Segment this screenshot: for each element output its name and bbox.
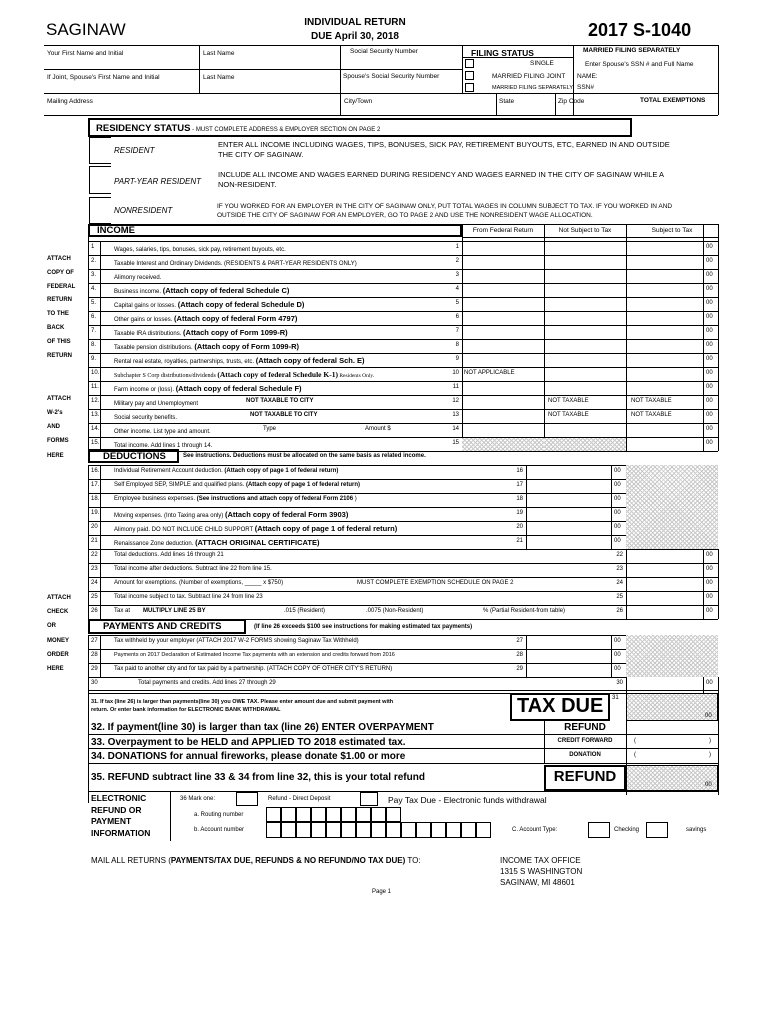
income-line-label: Other gains or losses. (Attach copy of federal Form 4797) [114,314,298,323]
income-line-ref: 7 [455,328,459,334]
resident-rate: .015 (Resident) [284,608,326,614]
routing-digit-box[interactable] [266,807,281,822]
routing-digit-box[interactable] [386,807,401,822]
filing-status-title: FILING STATUS [471,48,534,58]
line-32-text: 32. If payment(line 30) is larger than tax (line 26) ENTER OVERPAYMENT [91,722,434,733]
payment-line-ref: 29 [516,666,523,672]
income-cents: 00 [706,314,713,320]
income-subject-amount[interactable] [626,423,703,437]
income-line-ref: 15 [452,440,459,446]
income-line-ref: 14 [452,426,459,432]
income-line-ref: 11 [452,384,459,390]
income-line-number: 8. [91,342,97,348]
sidebar-label: BACK [47,325,65,331]
payment-amount[interactable] [526,663,611,677]
not-taxable-12b: NOT TAXABLE [631,398,672,404]
deduction-amount[interactable] [526,493,611,507]
income-line-label: Wages, salaries, tips, bonuses, sick pay, retirement buyouts, etc. [114,247,286,253]
income-line-number: 10. [91,370,100,376]
deduction-line-label: Individual Retirement Account deduction. (Attach copy of page 1 of federal return) [114,468,339,474]
col-subject-header: Subject to Tax [651,227,693,234]
deduction-line-ref: 16 [516,468,523,474]
part-year-checkbox[interactable] [89,166,111,194]
part-year-label: PART-YEAR RESIDENT [114,177,201,186]
deduction-total-cents: 00 [706,552,713,558]
deduction-total-amount[interactable] [626,549,703,563]
payments-note: (If line 26 exceeds $100 see instructions for making estimated tax payments) [254,624,473,630]
income-line-label: Capital gains or losses. (Attach copy of federal Schedule D) [114,300,305,309]
income-line-number: 15. [91,440,100,446]
income-subject-amount[interactable] [626,255,703,269]
deduction-line-label: Alimony paid. DO NOT INCLUDE CHILD SUPPORT (Attach copy of page 1 of federal return) [114,524,398,533]
sidebar-label: MONEY [47,638,70,644]
account-digit-box[interactable] [326,822,341,838]
account-type-label: C. Account Type: [512,827,558,833]
deduction-total-amount[interactable] [626,605,703,619]
sidebar-label: W-2's [47,410,63,416]
income-line-number: 4. [91,286,97,292]
income-cents: 00 [706,426,713,432]
sidebar-label: OF THIS [47,339,71,345]
income-line-number: 3. [91,272,97,278]
income-cents: 00 [706,440,713,446]
income-line-ref: 9 [455,356,459,362]
payment-line-ref: 28 [516,652,523,658]
deduction-line-ref: 20 [516,524,523,530]
not-taxable-13a: NOT TAXABLE [548,412,589,418]
deduction-line-ref: 17 [516,482,523,488]
deduction-line-number: 20 [91,524,98,530]
deduction-total-amount[interactable] [626,563,703,577]
income-subject-amount[interactable] [626,283,703,297]
account-digit-box[interactable] [296,822,311,838]
sidebar-label: ATTACH [47,595,71,601]
deduction-line-label: Moving expenses. (Into Taxing area only) (Attach copy of federal Form 3903) [114,510,349,519]
line-30-cents: 00 [706,680,713,686]
deductions-title: DEDUCTIONS [103,451,166,462]
refund-label-35: REFUND [553,768,617,785]
spouse-last-name-field[interactable]: Last Name [203,74,235,81]
income-line-label: Taxable IRA distributions. (Attach copy of Form 1099-R) [114,328,288,337]
income-cents: 00 [706,328,713,334]
income-cents: 00 [706,244,713,250]
income-cents: 00 [706,384,713,390]
payment-line-number: 30 [91,680,98,686]
income-cents: 00 [706,398,713,404]
refund-direct-deposit-checkbox[interactable] [236,792,258,806]
account-digit-box[interactable] [266,822,281,838]
page-number: Page 1 [372,889,392,895]
filing-joint-label: MARRIED FILING JOINT [492,73,566,80]
return-title: INDIVIDUAL RETURN [304,17,406,28]
nonresident-rate: .0075 (Non-Resident) [366,608,424,614]
deduction-line-ref: 21 [516,538,523,544]
payments-title: PAYMENTS AND CREDITS [103,621,222,632]
not-taxable-12a: NOT TAXABLE [548,398,589,404]
sidebar-label: RETURN [47,353,72,359]
line-34-text: 34. DONATIONS for annual fireworks, please donate $1.00 or more [91,751,406,762]
partial-resident-rate: % (Partial Resident-from table) [483,608,566,614]
payment-cents: 00 [614,638,621,644]
spouse-first-name-field[interactable]: If Joint, Spouse's First Name and Initial [47,74,160,81]
income-line-number: 12. [91,398,100,404]
payment-line-label: Payments on 2017 Declaration of Estimated Income Tax payments with an extension and credits forward from 2016 [114,652,395,658]
donation-paren-close: ) [709,752,711,758]
deduction-line-number: 17. [91,482,100,488]
filing-single-checkbox[interactable] [465,59,474,68]
income-line-ref: 12 [452,398,459,404]
residency-title: RESIDENCY STATUS - MUST COMPLETE ADDRESS & EMPLOYER SECTION ON PAGE 2 [96,123,381,134]
income-line-label: Taxable pension distributions. (Attach copy of Form 1099-R) [114,342,299,351]
resident-instruction: ENTER ALL INCOME INCLUDING WAGES, TIPS, BONUSES, SICK PAY, RETIREMENT BUYOUTS, ETC, EARNED IN AND OUTSIDE THE CITY OF SAGINAW. [218,140,670,159]
payment-amount[interactable] [526,649,611,663]
line-35-text: 35. REFUND subtract line 33 & 34 from line 32, this is your total refund [91,772,425,783]
exemption-schedule-note: MUST COMPLETE EXEMPTION SCHEDULE ON PAGE 2 [357,580,514,586]
income-line-label: Business income. (Attach copy of federal Schedule C) [114,286,290,295]
income-line-number: 11. [91,384,99,390]
line-31-number: 31 [612,695,619,701]
account-digit-box[interactable] [461,822,476,838]
city-title: SAGINAW [46,20,126,39]
income-line-number: 6. [91,314,97,320]
routing-number-label: a. Routing number [194,812,244,818]
resident-checkbox[interactable] [89,137,111,164]
col-federal-header: From Federal Return [472,227,534,234]
payment-line-label: Tax withheld by your employer (ATTACH 2017 W-2 FORMS showing Saginaw Tax Withheld) [114,638,359,644]
account-digit-box[interactable] [371,822,386,838]
sidebar-label: AND [47,424,60,430]
deduction-amount[interactable] [526,507,611,521]
routing-digit-box[interactable] [311,807,326,822]
sidebar-label: OR [47,623,56,629]
deduction-total-amount[interactable] [626,577,703,591]
credit-paren-open: ( [634,738,636,744]
tax-at-label: Tax at [114,608,131,614]
income-cents: 00 [706,258,713,264]
payment-cents: 00 [614,652,621,658]
deduction-line-number: 23 [91,566,98,572]
income-cents: 00 [706,356,713,362]
income-line-label: Taxable Interest and Ordinary Dividends. (RESIDENTS & PART-YEAR RESIDENTS ONLY) [114,261,357,267]
account-digit-box[interactable] [281,822,296,838]
deduction-line-label: Total deductions. Add lines 16 through 21 [114,552,224,558]
multiply-label: MULTIPLY LINE 25 BY [143,608,206,614]
deduction-cents: 00 [614,468,621,474]
refund-direct-deposit-label: Refund - Direct Deposit [268,796,331,802]
sidebar-label: ORDER [47,652,69,658]
income-line-label: Other income. List type and amount. [114,429,211,435]
checking-label: Checking [614,827,640,833]
refund-label-32: REFUND [564,722,606,733]
routing-digit-box[interactable] [371,807,386,822]
routing-digit-box[interactable] [281,807,296,822]
account-digit-box[interactable] [431,822,446,838]
office-address: INCOME TAX OFFICE 1315 S WASHINGTON SAGINAW, MI 48601 [500,856,583,887]
deduction-line-label: Amount for exemptions. (Number of exemptions, _____ x $750) [114,580,284,586]
deduction-total-amount[interactable] [626,591,703,605]
credit-paren-close: ) [709,738,711,744]
income-line-ref: 13 [452,412,459,418]
account-number-label: b. Account number [194,827,245,833]
sidebar-label: RETURN [47,297,72,303]
mfs-title: MARRIED FILING SEPARATELY [583,47,681,54]
income-line-ref: 10 [452,370,459,376]
deduction-total-cents: 00 [706,608,713,614]
deduction-cents: 00 [614,496,621,502]
sidebar-label: HERE [47,666,64,672]
income-line-number: 1 [91,244,95,250]
line-15-notsub-hatch[interactable] [544,438,626,451]
mailing-address-field[interactable]: Mailing Address [47,98,93,105]
routing-digit-box[interactable] [326,807,341,822]
account-digit-box[interactable] [341,822,356,838]
deduction-line-label: Renaissance Zone deduction. (ATTACH ORIGINAL CERTIFICATE) [114,538,320,547]
filing-joint-checkbox[interactable] [465,71,474,80]
checking-checkbox[interactable] [588,822,610,838]
payment-line-ref: 30 [616,680,623,686]
line-31-text: 31. If tax (line 26) is larger than payments(line 30) you OWE TAX. Please enter amount due and submit payment with return. Or enter bank information for ELECTRONIC BANK WITHDRAWAL [91,699,394,713]
income-line-number: 9. [91,356,97,362]
pay-tax-withdrawal-label: Pay Tax Due - Electronic funds withdrawal [388,795,547,805]
sidebar-label: HERE [47,453,64,459]
tax-due-cents: 00 [705,713,712,719]
income-line-ref: 4 [455,286,459,292]
income-subject-amount[interactable] [626,311,703,325]
income-subject-amount[interactable] [626,339,703,353]
account-digit-box[interactable] [401,822,416,838]
income-subject-amount[interactable] [626,367,703,381]
account-digit-box[interactable] [386,822,401,838]
due-date: DUE April 30, 2018 [310,31,399,42]
deduction-line-label: Total income after deductions. Subtract line 22 from line 15. [114,566,272,572]
city-field[interactable]: City/Town [344,98,373,105]
account-digit-box[interactable] [356,822,371,838]
deduction-line-ref: 25 [616,594,623,600]
deduction-cents: 00 [614,482,621,488]
deduction-line-number: 26 [91,608,98,614]
deduction-line-ref: 24 [616,580,623,586]
other-income-type[interactable]: Type [263,426,277,432]
not-applicable-label: NOT APPLICABLE [464,370,515,376]
payment-cents: 00 [614,666,621,672]
income-subject-amount[interactable] [626,437,703,451]
filing-separate-checkbox[interactable] [465,83,474,92]
deduction-total-cents: 00 [706,566,713,572]
income-subject-amount[interactable] [626,297,703,311]
account-digit-box[interactable] [311,822,326,838]
income-line-ref: 6 [455,314,459,320]
deductions-note: See instructions. Deductions must be allocated on the same basis as related income. [183,453,426,459]
deduction-cents: 00 [614,538,621,544]
sidebar-label: COPY OF [47,270,74,276]
deduction-cents: 00 [614,510,621,516]
deduction-line-ref: 18 [516,496,523,502]
income-line-ref: 2 [455,258,459,264]
savings-label: savings [686,827,707,833]
payment-line-number: 29 [91,666,98,672]
mfs-name-field[interactable]: NAME: [577,73,598,80]
deduction-line-label: Self Employed SEP, SIMPLE and qualified plans. (Attach copy of page 1 of federal return) [114,482,360,488]
line-15-federal-hatch[interactable] [462,438,544,451]
tax-due-label: TAX DUE [517,695,604,717]
deduction-line-ref: 22 [616,552,623,558]
other-income-amount[interactable]: Amount $ [365,426,391,432]
deduction-line-number: 18. [91,496,100,502]
payment-line-label: Tax paid to another city and for tax paid by a partnership. (ATTACH COPY OF OTHER CITY'S RETURN) [114,666,393,672]
income-line-label: Total income. Add lines 1 through 14. [114,443,213,449]
income-cents: 00 [706,370,713,376]
income-line-number: 13. [91,412,100,418]
line-30-label: Total payments and credits. Add lines 27 through 29 [138,680,276,686]
last-name-field[interactable]: Last Name [203,50,235,57]
routing-digit-box[interactable] [341,807,356,822]
savings-checkbox[interactable] [646,822,668,838]
income-line-label: Social security benefits. [114,415,178,421]
refund-cents: 00 [705,782,712,788]
first-name-field[interactable]: Your First Name and Initial [47,50,124,57]
state-field[interactable]: State [499,98,515,105]
deduction-line-number: 21 [91,538,98,544]
deduction-line-number: 16. [91,468,100,474]
deduction-total-cents: 00 [706,594,713,600]
deduction-line-ref: 19 [516,510,523,516]
deduction-line-number: 24 [91,580,98,586]
deduction-amount[interactable] [526,535,611,549]
sidebar-label: FEDERAL [47,284,76,290]
mail-instruction: MAIL ALL RETURNS (PAYMENTS/TAX DUE, REFUNDS & NO REFUND/NO TAX DUE) TO: [91,856,421,865]
nonresident-instruction: IF YOU WORKED FOR AN EMPLOYER IN THE CITY OF SAGINAW ONLY, PUT TOTAL WAGES IN COLUMN SUBJECT TO TAX. IF YOU WORKED IN AND OUTSIDE THE CITY OF SAGINAW FOR AN EMPLOYER, GO TO PAGE 2 AND USE THE NONRESIDENT WAGE ALLOCATION. [217,203,673,219]
income-subject-amount[interactable] [626,353,703,367]
sidebar-label: ATTACH [47,256,71,262]
income-line-ref: 5 [455,300,459,306]
income-subject-amount[interactable] [626,269,703,283]
account-digit-box[interactable] [446,822,461,838]
not-taxable-13b: NOT TAXABLE [631,412,672,418]
routing-digit-box[interactable] [356,807,371,822]
deduction-line-ref: 23 [616,566,623,572]
filing-single-label: SINGLE [530,60,554,67]
col-not-subject-header: Not Subject to Tax [558,227,612,234]
income-line-number: 7. [91,328,97,334]
donation-paren-open: ( [634,752,636,758]
income-subject-amount[interactable] [626,381,703,395]
account-digit-box[interactable] [416,822,431,838]
routing-digit-box[interactable] [296,807,311,822]
deduction-line-number: 22 [91,552,98,558]
income-line-number: 2. [91,258,97,264]
deductions-hatch[interactable] [626,465,718,549]
account-digit-box[interactable] [476,822,491,838]
donation-label: DONATION [569,752,601,758]
payment-line-number: 27 [91,638,98,644]
payments-hatch[interactable] [626,635,718,677]
sidebar-label: FORMS [47,438,69,444]
income-subject-amount[interactable] [626,241,703,255]
deduction-line-number: 19. [91,510,100,516]
payment-line-ref: 27 [516,638,523,644]
deduction-amount[interactable] [526,479,611,493]
ssn-field[interactable]: Social Security Number [350,48,418,55]
income-line-label: Military pay and Unemployment [114,401,199,407]
part-year-instruction: INCLUDE ALL INCOME AND WAGES EARNED DURING RESIDENCY AND WAGES EARNED IN THE CITY OF SAGINAW WHILE A NON-RESIDENT. [218,170,665,189]
nonresident-checkbox[interactable] [89,197,111,224]
income-line-ref: 1 [455,244,459,250]
income-cents: 00 [706,272,713,278]
income-cents: 00 [706,286,713,292]
income-title: INCOME [97,225,135,236]
income-line-label: Rental real estate, royalties, partnerships, trusts, etc. (Attach copy of federal Sch. E) [114,356,365,365]
nonresident-label: NONRESIDENT [114,206,173,215]
deduction-cents: 00 [614,524,621,530]
deduction-line-number: 25 [91,594,98,600]
income-line-label: Subchapter S Corp distributions/dividends (Attach copy of federal Schedule K-1) Residents Only. [114,370,375,379]
income-line-number: 5. [91,300,97,306]
mfs-subtitle: Enter Spouse's SSN # and Full Name [585,61,694,68]
spouse-ssn-field[interactable]: Spouse's Social Security Number [343,73,440,80]
deduction-line-ref: 26 [616,608,623,614]
sidebar-label: TO THE [47,311,69,317]
payment-amount[interactable] [526,635,611,649]
income-line-ref: 8 [455,342,459,348]
income-line-label: Alimony received. [114,275,162,281]
not-taxable-city-13: NOT TAXABLE TO CITY [250,412,318,418]
sidebar-label: CHECK [47,609,69,615]
credit-forward-label: CREDIT FORWARD [557,738,613,744]
mark-one-label: 36 Mark one: [180,796,216,802]
sidebar-label: ATTACH [47,396,71,402]
income-line-number: 14. [91,426,100,432]
income-line-ref: 3 [455,272,459,278]
line-33-text: 33. Overpayment to be HELD and APPLIED TO 2018 estimated tax. [91,737,406,748]
payment-line-number: 28 [91,652,98,658]
total-exemptions-field[interactable]: TOTAL EXEMPTIONS [640,97,706,104]
deduction-total-cents: 00 [706,580,713,586]
income-subject-amount[interactable] [626,325,703,339]
line-30-amount[interactable] [626,677,703,693]
deduction-amount[interactable] [526,521,611,535]
income-cents: 00 [706,342,713,348]
deduction-line-label: Total income subject to tax. Subtract line 24 from line 23 [114,594,263,600]
filing-separate-label: MARRIED FILING SEPARATELY [492,85,573,91]
pay-tax-withdrawal-checkbox[interactable] [360,792,378,806]
income-cents: 00 [706,300,713,306]
form-id: 2017 S-1040 [588,20,692,40]
electronic-title: ELECTRONIC REFUND OR PAYMENT INFORMATION [91,793,151,838]
income-line-label: Farm income or (loss). (Attach copy of federal Schedule F) [114,384,302,393]
resident-label: RESIDENT [114,146,155,155]
deduction-amount[interactable] [526,465,611,479]
deduction-line-label: Employee business expenses. (See instructions and attach copy of federal Form 2106 ) [114,496,357,502]
not-taxable-city-12: NOT TAXABLE TO CITY [246,398,314,404]
zip-field[interactable]: Zip Code [558,98,585,105]
mfs-ssn-field[interactable]: SSN# [577,84,594,91]
income-cents: 00 [706,412,713,418]
